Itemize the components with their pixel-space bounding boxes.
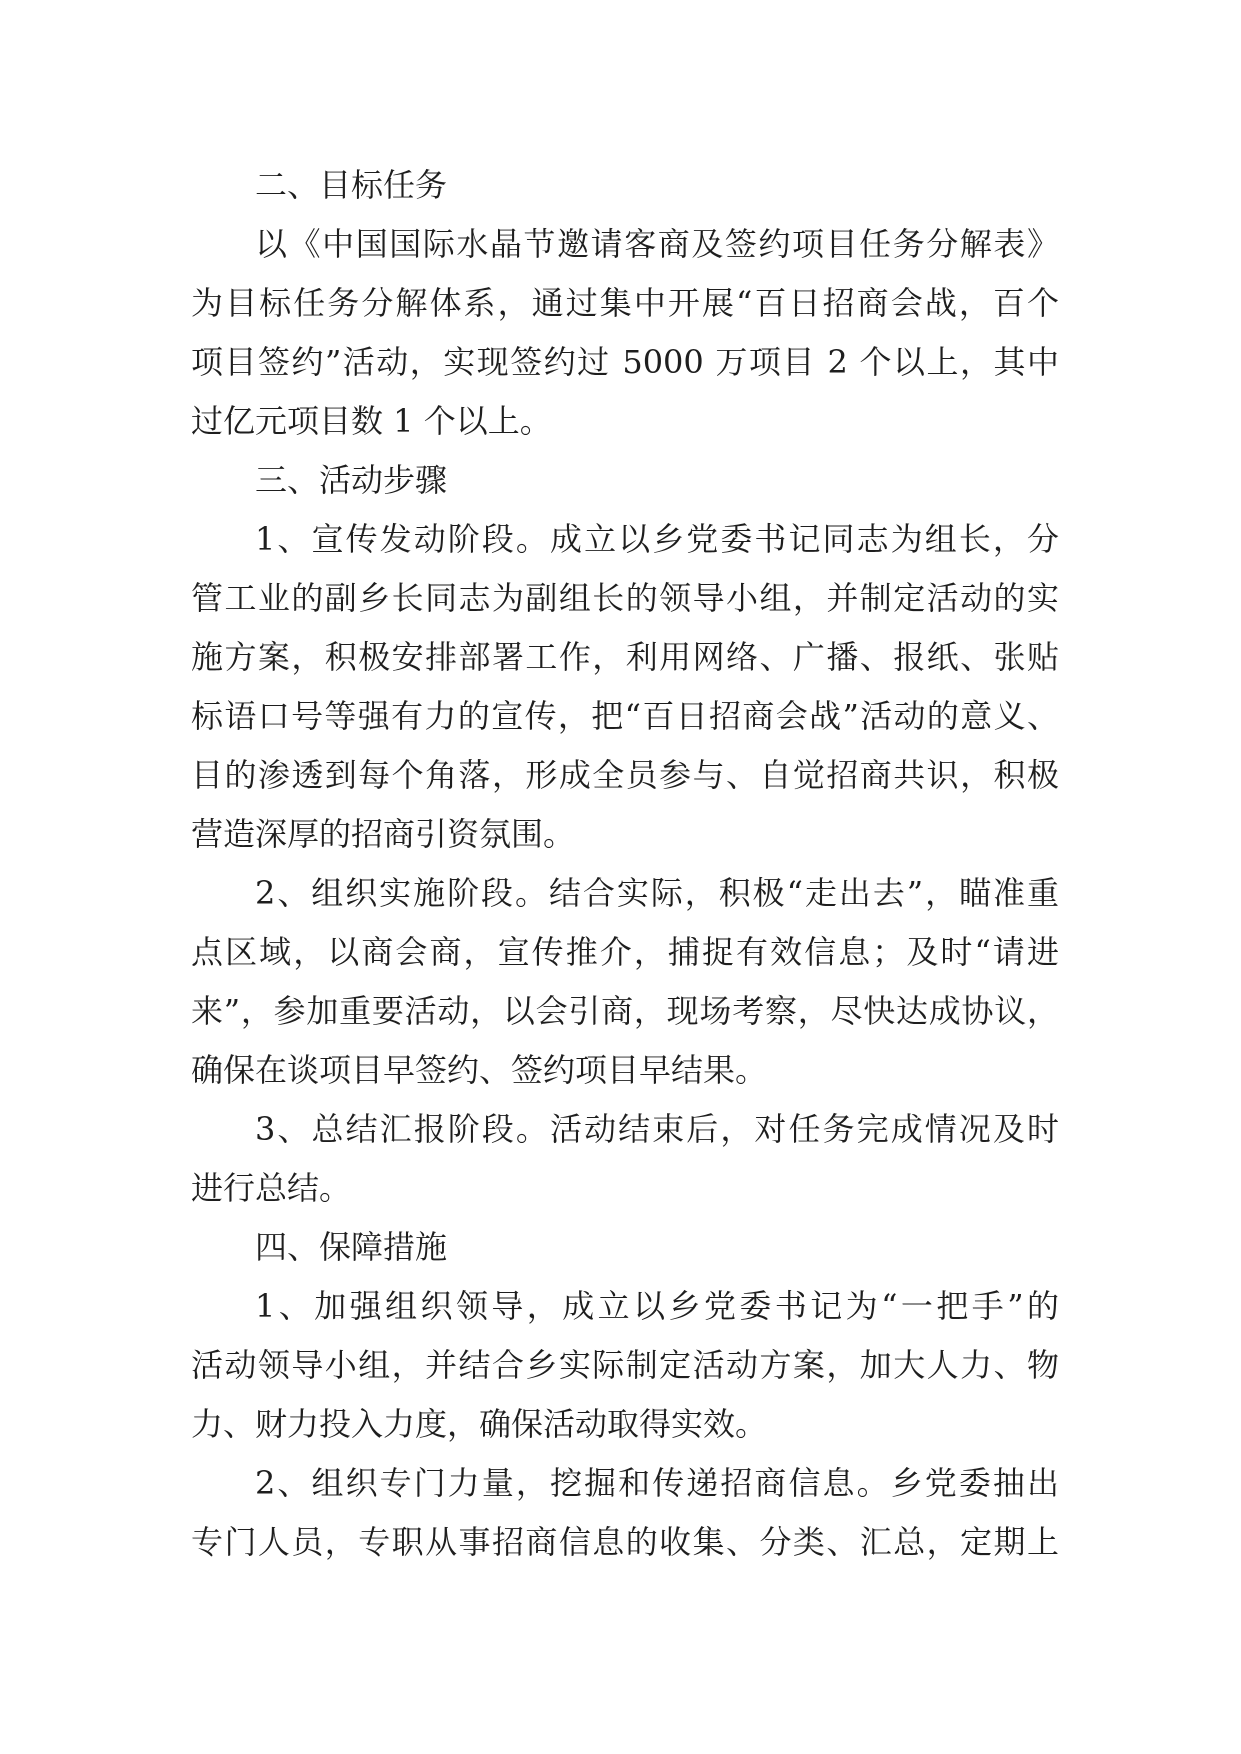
text-line: 活动领导小组，并结合乡实际制定活动方案，加大人力、物 <box>191 1346 1059 1384</box>
heading-text: 四、保障措施 <box>255 1228 448 1266</box>
section-heading-steps <box>191 451 1059 510</box>
text-line: 过亿元项目数 1 个以上。 <box>191 402 552 440</box>
paragraph-measure-1 <box>191 1277 1059 1454</box>
heading-text: 二、目标任务 <box>255 166 448 204</box>
text-line: 标语口号等强有力的宣传，把“百日招商会战”活动的意义、 <box>191 697 1059 735</box>
text-line: 1、宣传发动阶段。成立以乡党委书记同志为组长，分 <box>255 520 1059 558</box>
text-line: 进行总结。 <box>191 1169 352 1207</box>
document-body <box>191 156 1059 1572</box>
text-line: 专门人员，专职从事招商信息的收集、分类、汇总，定期上 <box>191 1523 1059 1561</box>
paragraph-measure-2 <box>191 1454 1059 1572</box>
text-line: 目的渗透到每个角落，形成全员参与、自觉招商共识，积极 <box>191 756 1059 794</box>
section-heading-measures <box>191 1218 1059 1277</box>
text-line: 点区域，以商会商，宣传推介，捕捉有效信息；及时“请进 <box>191 933 1059 971</box>
text-line: 以《中国国际水晶节邀请客商及签约项目任务分解表》 <box>255 225 1059 263</box>
text-line: 营造深厚的招商引资氛围。 <box>191 815 576 853</box>
text-line: 管工业的副乡长同志为副组长的领导小组，并制定活动的实 <box>191 579 1059 617</box>
section-heading-goals <box>191 156 1059 215</box>
text-line: 来”，参加重要活动，以会引商，现场考察，尽快达成协议， <box>191 992 1059 1030</box>
paragraph-step-1 <box>191 510 1059 864</box>
text-line: 项目签约”活动，实现签约过 5000 万项目 2 个以上，其中 <box>191 343 1059 381</box>
text-line: 确保在谈项目早签约、签约项目早结果。 <box>191 1051 768 1089</box>
paragraph-step-2 <box>191 864 1059 1100</box>
paragraph-step-3 <box>191 1100 1059 1218</box>
text-line: 施方案，积极安排部署工作，利用网络、广播、报纸、张贴 <box>191 638 1059 676</box>
text-line: 3、总结汇报阶段。活动结束后，对任务完成情况及时 <box>255 1110 1059 1148</box>
text-line: 为目标任务分解体系，通过集中开展“百日招商会战，百个 <box>191 284 1059 322</box>
paragraph-goals <box>191 215 1059 451</box>
heading-text: 三、活动步骤 <box>255 461 448 499</box>
text-line: 2、组织实施阶段。结合实际，积极“走出去”，瞄准重 <box>255 874 1059 912</box>
text-line: 力、财力投入力度，确保活动取得实效。 <box>191 1405 768 1443</box>
text-line: 2、组织专门力量，挖掘和传递招商信息。乡党委抽出 <box>255 1464 1059 1502</box>
text-line: 1、加强组织领导，成立以乡党委书记为“一把手”的 <box>255 1287 1059 1325</box>
